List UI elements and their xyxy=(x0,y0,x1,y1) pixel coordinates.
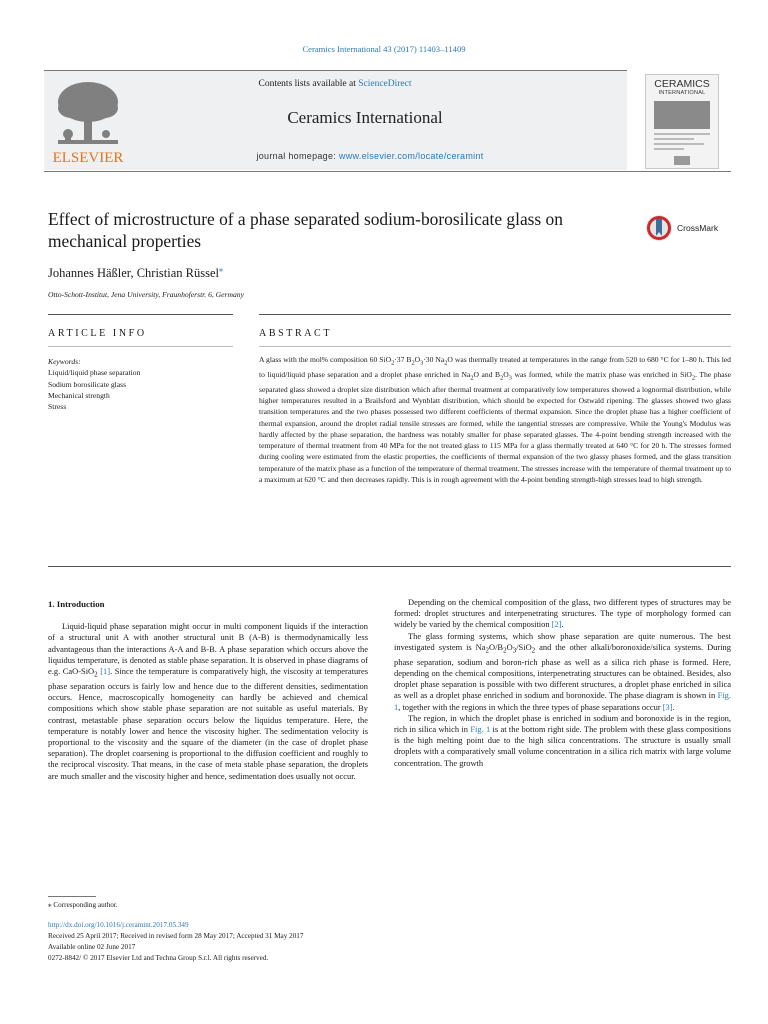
reference-link[interactable]: [2] xyxy=(551,619,562,630)
corresponding-author-footnote: ⁎ Corresponding author. xyxy=(48,901,118,909)
online-date: Available online 02 June 2017 xyxy=(48,943,136,951)
author-list xyxy=(48,265,223,281)
cover-subtitle: INTERNATIONAL xyxy=(658,90,706,96)
keyword-item: Stress xyxy=(48,402,67,412)
article-history: Received 25 April 2017; Received in revised form 28 May 2017; Accepted 31 May 2017 xyxy=(48,932,304,940)
journal-homepage xyxy=(160,151,580,161)
paragraph: The glass forming systems, which show phase separation are quite numerous. The best investigated system is $Na_2O/B_2O_3/SiO_2$ and the other alkali/boronoxide/silica systems. During phase separation, sodium and boron-rich phase as well as a silica rich phase is formed. Here, depending on the chemical compositions, interpenetrating structures can be obtained. Besides, also droplet phase separation is possible with two different structures, a droplet phase enriched in silica as well as a droplet phase enriched in sodium and boronoxide. The phase diagram is shown in Fig. 1, together with the regions in which the three types of phase separations occur [3]. xyxy=(394,630,731,712)
keyword-item: Mechanical strength xyxy=(48,390,110,400)
article-info-subrule xyxy=(48,346,233,347)
keyword-item: Liquid/liquid phase separation xyxy=(48,368,141,378)
article-info-rule xyxy=(48,314,233,315)
journal-name: Ceramics International xyxy=(287,108,443,127)
copyright-notice: 0272-8842/ © 2017 Elsevier Ltd and Techna Group S.r.l. All rights reserved. xyxy=(48,954,269,962)
cover-title: CERAMICS xyxy=(654,78,710,90)
author-names[interactable]: Johannes Häßler, Christian Rüssel xyxy=(48,266,220,281)
crossmark-label: CrossMark xyxy=(677,223,719,233)
contents-prefix: Contents lists available at xyxy=(258,79,359,89)
elsevier-tree-icon xyxy=(48,74,128,166)
paragraph: The region, in which the droplet phase is enriched in sodium and boronoxide is in the region, rich in silica which in Fig. 1 is at the bottom right side. The problem with these glass compositions is the high melting point due to the high silica concentrations. The structure is usually small droplets with a comparatively small volume concentration in a silica rich matrix with large volume concentration. The growth xyxy=(394,712,732,768)
affiliation: Otto-Schott-Institut, Jena University, Fraunhoferstr. 6, Germany xyxy=(48,290,244,299)
journal-citation[interactable]: Ceramics International 43 (2017) 11403–11409 xyxy=(302,44,466,54)
header-divider xyxy=(44,171,731,172)
corresponding-author-mark[interactable]: ⁎ xyxy=(219,265,224,274)
contents-line xyxy=(230,79,440,89)
crossmark-badge[interactable] xyxy=(645,214,735,242)
keyword-item: Sodium borosilicate glass xyxy=(48,379,127,389)
cover-image xyxy=(646,99,718,169)
article-info-heading: ARTICLE INFO xyxy=(48,328,147,339)
abstract-rule xyxy=(259,314,731,315)
publisher-name: ELSEVIER xyxy=(52,150,124,166)
section-heading: 1. Introduction xyxy=(48,599,105,609)
abstract-heading: ABSTRACT xyxy=(259,328,333,339)
article-title: Effect of microstructure of a phase separated sodium-borosilicate glass on mechanical properties xyxy=(48,209,563,251)
homepage-link[interactable]: www.elsevier.com/locate/ceramint xyxy=(338,151,484,161)
reference-link[interactable]: [3] xyxy=(662,701,673,712)
doi-link[interactable]: http://dx.doi.org/10.1016/j.ceramint.2017.05.349 xyxy=(48,921,189,929)
footnote-rule xyxy=(48,896,96,897)
journal-cover-thumbnail[interactable] xyxy=(645,74,719,169)
body-column-right xyxy=(394,597,731,769)
keywords-label: Keywords: xyxy=(48,357,81,366)
reference-link[interactable]: [1] xyxy=(100,666,111,677)
abstract-text: A glass with the mol% composition 60 SiO$_2$·37 $B_2O_3\cdot 30$ $Na_2O$ was thermally treated at temperatures in the range from 520 to 680 °C for 1–80 h. This led to liquid/liquid phase separation and a droplet phase enriched in $Na_2O$ and $B_2O_3$ was formed, while the matrix phase was enriched in SiO$_2$. The phase separated glass showed a droplet size distribution which after thermal treatment at comparatively low temperatures showed a lognormal distribution, while higher temperatures resulted in a Brailsford and Wynblatt distribution, which should be expected for Ostwald ripening. The glasses showed two glass transition temperatures and the two phases possessed two different coefficients of thermal expansion. Since the droplet phase has a higher coefficient of thermal expansion, around the droplet radial tensile stresses are formed, while the tangential stresses are compressive. While the Young's Modulus was hardly affected by the phase separation, the hardness was notably smaller for phase separated glasses. The 4-point bending strength increased with the temperature of thermal treatment from 40 MPa for the not treated glass to 115 MPa for a glass thermally treated at 640 °C for 20 h. The stresses formed during cooling were estimated from the elastic properties, the coefficients of thermal expansion of the two glassy phases formed, and the glass transition temperature of the matrix phase as a function of the temperature of thermal treatment. The stresses increase with the temperature of thermal treatment up to a maximum at 620 °C and then decreases rapidly. This is in rough agreement with the 4-point bending strength-high stresses lead to high strength. xyxy=(259,355,731,484)
abstract-bottom-rule xyxy=(48,566,731,567)
figure-link[interactable]: Fig. 1 xyxy=(470,723,491,734)
figure-link[interactable]: Fig. 1 xyxy=(394,690,731,712)
sciencedirect-link[interactable]: ScienceDirect xyxy=(358,79,412,89)
crossmark-icon xyxy=(645,214,673,242)
body-column-left xyxy=(48,597,368,782)
homepage-label: journal homepage: xyxy=(256,151,339,161)
paragraph: Liquid-liquid phase separation might occur in multi component liquids if the interaction of a structural unit A with another structural unit B (A-B) is thermodynamically less advantageous than the interactions A-A and B-B. A phase separation which occurs above the liquidus temperature, is denoted as stable phase separation. It is observed in phase diagrams of e.g. CaO-SiO$_2$ [1]. Since the temperature is comparatively high, the viscosity at temperatures phase separation occurs is fairly low and hence due to the different densities, sedimentation occurs. Hence, macroscopically homogeneity can hardly be achieved and chemical compositions which show stable phase separation are not suitable as useful materials. By contrast, metastable phase separation occurs below the liquidus temperature. Here, the temperature is notably lower and hence the viscosity higher. The sedimentation velocity is proportional to the viscosity and the square of the diameter (in the case of droplet phase separation). The droplet coarsening is proportional to the diffusion coefficient and roughly to the reciprocal viscosity. That means, in the case of meta stable phase separation, the droplets are much smaller and the viscosity higher and hence, sedimentation does usually not occur. xyxy=(48,621,369,781)
abstract-subrule xyxy=(259,346,731,347)
elsevier-logo[interactable] xyxy=(48,74,128,166)
keywords-block xyxy=(48,356,233,412)
paragraph: Depending on the chemical composition of the glass, two different types of structures may be formed: droplet structures and interpenetrating structures. The type of morphology formed can widely be varied by the chemical composition [2]. xyxy=(394,597,731,630)
